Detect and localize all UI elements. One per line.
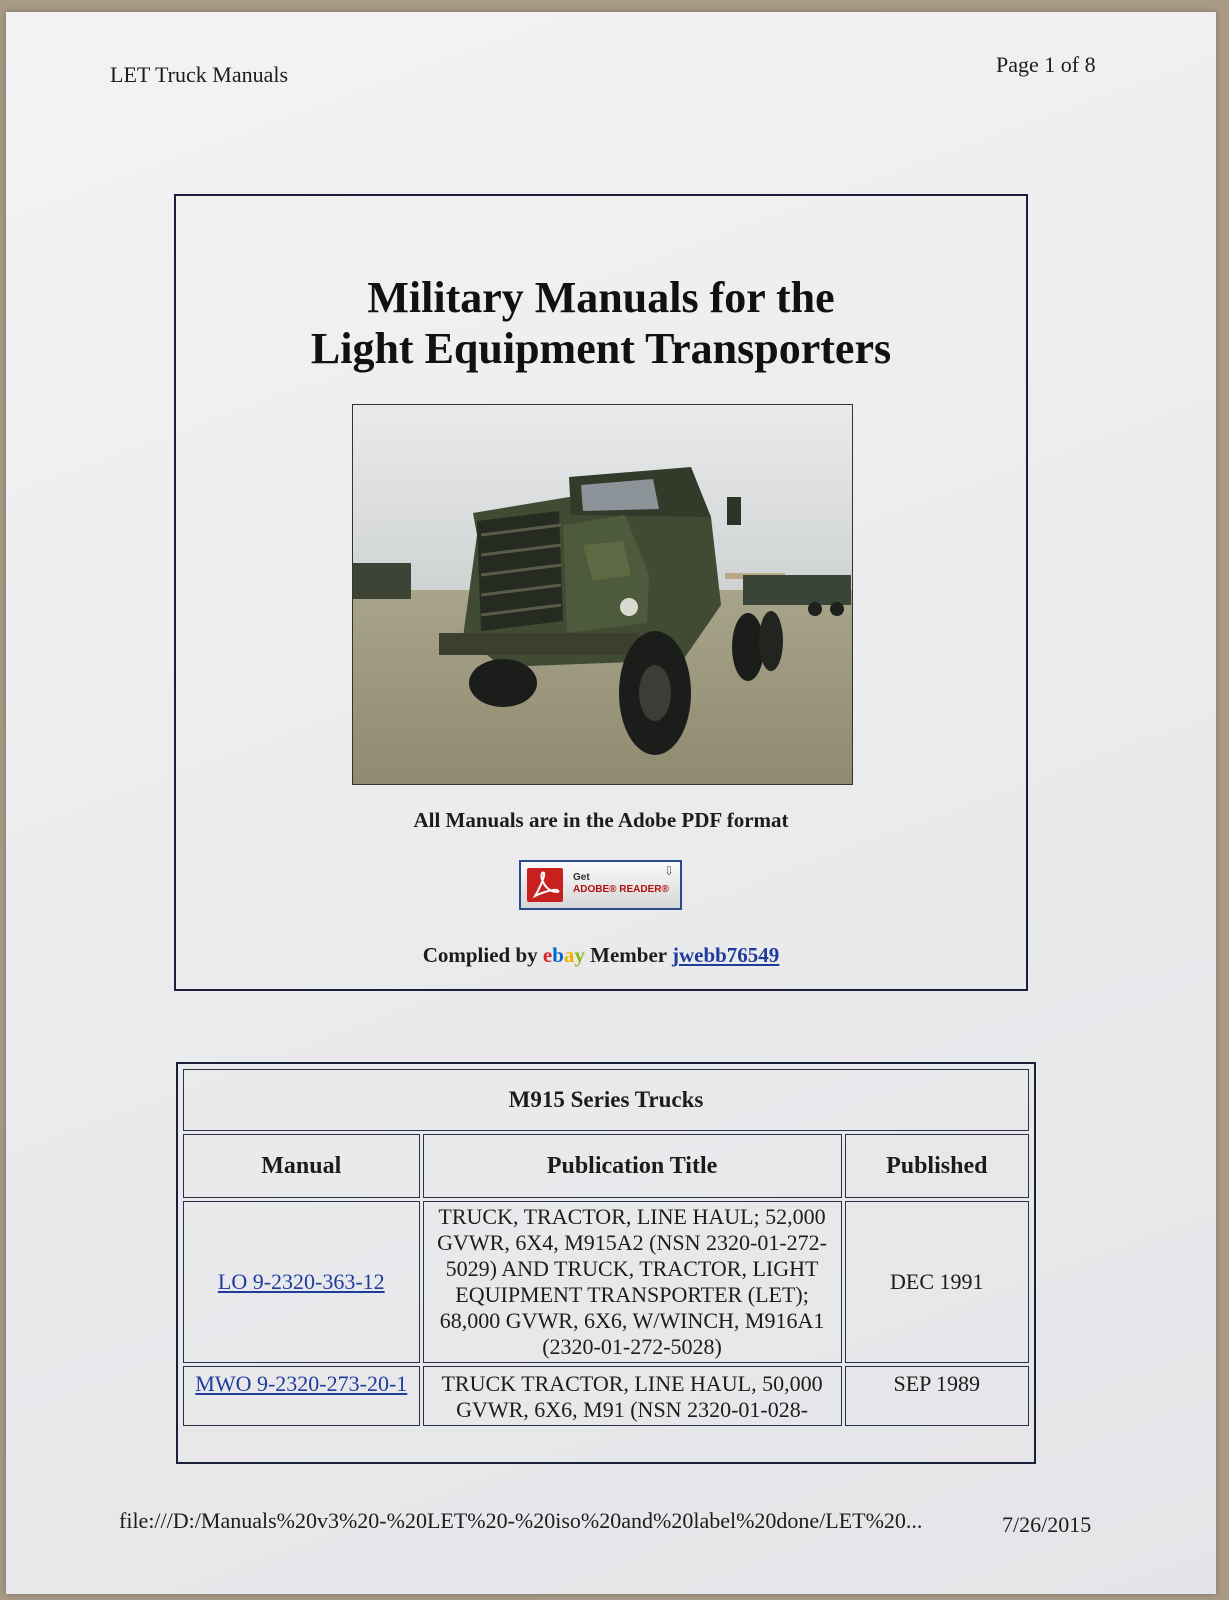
cover-title-line1: Military Manuals for the (367, 273, 835, 322)
table-caption: M915 Series Trucks (183, 1069, 1029, 1131)
download-arrow-icon: ⇩ (663, 864, 674, 878)
adobe-reader-label: ADOBE® READER® (573, 884, 669, 895)
adobe-get-label: Get (573, 872, 590, 883)
publication-title-line: 68,000 GVWR, 6X6, W/WINCH, M916A1 (439, 1308, 825, 1333)
publication-title-line: TRUCK TRACTOR, LINE HAUL, 50,000 (441, 1371, 823, 1396)
publication-title-line: 5029) AND TRUCK, TRACTOR, LIGHT (445, 1256, 819, 1281)
publication-title-line: GVWR, 6X4, M915A2 (NSN 2320-01-272- (437, 1230, 827, 1255)
compiled-prefix: Complied by (422, 943, 538, 967)
table-row (183, 1201, 1029, 1363)
ebay-letter-e: e (542, 943, 553, 967)
publication-title-line: TRUCK, TRACTOR, LINE HAUL; 52,000 (438, 1204, 826, 1229)
publication-title-line: EQUIPMENT TRANSPORTER (LET); (455, 1282, 809, 1307)
pdf-format-note: All Manuals are in the Adobe PDF format (413, 808, 789, 832)
ebay-logo (543, 943, 585, 967)
column-header-published: Published (845, 1134, 1029, 1198)
publication-title (423, 1201, 842, 1363)
military-truck-photo (352, 404, 853, 785)
cover-title-line2: Light Equipment Transporters (310, 324, 892, 373)
manuals-table-frame (176, 1062, 1036, 1464)
cover-title (176, 272, 1026, 374)
table-row (183, 1366, 1029, 1426)
adobe-reader-icon (527, 868, 563, 902)
manuals-table (180, 1066, 1032, 1429)
column-header-publication-title: Publication Title (423, 1134, 842, 1198)
published-date: DEC 1991 (845, 1201, 1029, 1363)
ebay-letter-b: b (552, 943, 564, 967)
compiled-by-line (176, 943, 1026, 968)
publication-title (423, 1366, 842, 1426)
published-date: SEP 1989 (845, 1366, 1029, 1426)
column-header-manual: Manual (183, 1134, 420, 1198)
page-number: Page 1 of 8 (996, 52, 1096, 77)
manual-link[interactable]: MWO 9-2320-273-20-1 (183, 1366, 420, 1426)
publication-title-line: (2320-01-272-5028) (542, 1334, 722, 1359)
publication-title-line: GVWR, 6X6, M91 (NSN 2320-01-028- (456, 1397, 809, 1422)
footer-date: 7/26/2015 (1002, 1512, 1092, 1537)
header-title: LET Truck Manuals (110, 62, 289, 87)
footer-file-path: file:///D:/Manuals%20v3%20-%20LET%20-%20iso%20and%20label%20done/LET%20... (119, 1508, 923, 1533)
get-adobe-reader-button[interactable] (519, 860, 682, 910)
ebay-letter-a: a (563, 943, 575, 967)
ebay-letter-y: y (574, 943, 585, 967)
compiled-member-label: Member (590, 943, 667, 967)
manual-link[interactable]: LO 9-2320-363-12 (183, 1201, 420, 1363)
document-page (6, 12, 1216, 1594)
cover-box (174, 194, 1028, 991)
member-link[interactable]: jwebb76549 (671, 943, 780, 967)
